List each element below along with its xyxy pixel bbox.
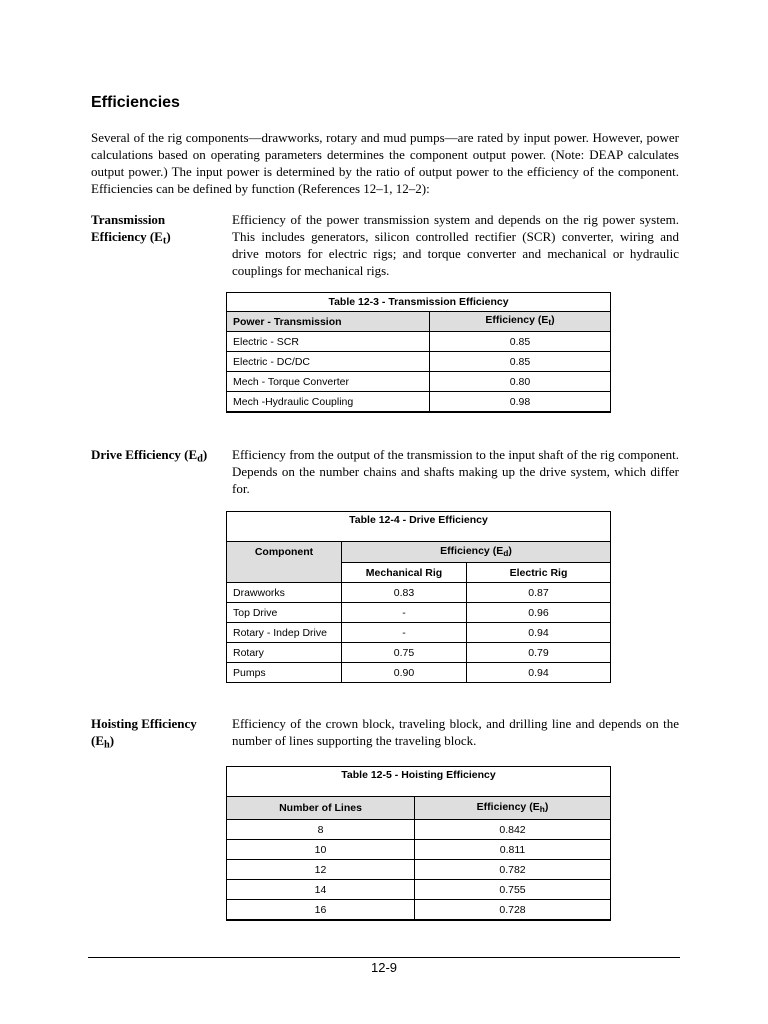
transmission-term-line2: Efficiency (E <box>91 229 163 244</box>
table-row <box>227 332 611 352</box>
column-header-mechanical-rig: Mechanical Rig <box>342 563 467 583</box>
header-subscript: h <box>539 804 545 815</box>
table-row <box>227 663 611 683</box>
row-electric-value: 0.94 <box>467 623 611 643</box>
row-electric-value: 0.96 <box>467 603 611 623</box>
intro-paragraph: Several of the rig components—drawworks, rotary and mud pumps—are rated by input power. However, power calculations based on operating parameters determines the component output power. (Note: DEAP calculates output power.) The input power is determined by the ratio of output power to the efficiency of the component. Efficiencies can be defined by function (References 12–1, 12–2): <box>91 130 679 196</box>
header-text: Efficiency (E <box>476 800 540 813</box>
hoisting-term-subscript: h <box>104 739 110 751</box>
header-text: Efficiency (E <box>440 544 504 557</box>
hoisting-efficiency-definition: Efficiency of the crown block, traveling block, and drilling line and depends on the number of lines supporting the traveling block. <box>232 716 679 748</box>
table-row <box>227 623 611 643</box>
row-value: 0.85 <box>430 352 611 372</box>
row-mechanical-value: 0.83 <box>342 583 467 603</box>
column-header-electric-rig: Electric Rig <box>467 563 611 583</box>
row-label: Electric - DC/DC <box>227 352 430 372</box>
transmission-efficiency-table <box>226 292 611 413</box>
column-header-number-of-lines: Number of Lines <box>227 797 415 820</box>
table-row <box>227 603 611 623</box>
row-value: 0.811 <box>415 840 611 860</box>
row-value: 0.842 <box>415 820 611 840</box>
table-row <box>227 840 611 860</box>
row-mechanical-value: - <box>342 603 467 623</box>
column-header-power-transmission: Power - Transmission <box>227 312 430 332</box>
table-row <box>227 392 611 413</box>
row-value: 0.85 <box>430 332 611 352</box>
hoisting-term-line1: Hoisting Efficiency <box>91 716 197 731</box>
hoisting-efficiency-term <box>91 715 231 754</box>
section-heading: Efficiencies <box>91 94 180 111</box>
row-lines: 8 <box>227 820 415 840</box>
table-row <box>227 352 611 372</box>
hoisting-term-close: ) <box>109 733 115 748</box>
row-value: 0.98 <box>430 392 611 413</box>
row-lines: 14 <box>227 880 415 900</box>
header-subscript: t <box>548 317 552 328</box>
hoisting-efficiency-table <box>226 766 611 921</box>
table-row <box>227 900 611 921</box>
row-mechanical-value: - <box>342 623 467 643</box>
table-row <box>227 860 611 880</box>
header-close: ) <box>551 314 555 327</box>
row-label: Top Drive <box>227 603 342 623</box>
table-row <box>227 880 611 900</box>
header-text: Efficiency (E <box>485 314 549 327</box>
table-row <box>227 372 611 392</box>
column-header-efficiency <box>430 312 611 332</box>
row-electric-value: 0.94 <box>467 663 611 683</box>
row-label: Mech -Hydraulic Coupling <box>227 392 430 413</box>
transmission-term-subscript: t <box>162 235 167 247</box>
drive-efficiency-definition: Efficiency from the output of the transmission to the input shaft of the rig component. Depends on the number chains and shafts making up the drive system, which differ for. <box>232 447 679 496</box>
table-row <box>227 643 611 663</box>
row-label: Rotary <box>227 643 342 663</box>
row-electric-value: 0.87 <box>467 583 611 603</box>
drive-term-text: Drive Efficiency (E <box>91 447 198 462</box>
drive-efficiency-table <box>226 511 611 683</box>
drive-term-subscript: d <box>197 453 203 465</box>
header-close: ) <box>508 544 512 557</box>
row-label: Drawworks <box>227 583 342 603</box>
transmission-term-line1: Transmission <box>91 212 166 227</box>
transmission-term-close: ) <box>166 229 171 244</box>
row-value: 0.80 <box>430 372 611 392</box>
row-label: Pumps <box>227 663 342 683</box>
footer-rule <box>88 957 680 958</box>
row-value: 0.755 <box>415 880 611 900</box>
page-number: 12-9 <box>370 960 398 975</box>
row-label: Electric - SCR <box>227 332 430 352</box>
row-label: Mech - Torque Converter <box>227 372 430 392</box>
table-row <box>227 583 611 603</box>
header-close: ) <box>544 800 549 813</box>
row-lines: 10 <box>227 840 415 860</box>
header-subscript: d <box>503 548 509 559</box>
row-lines: 16 <box>227 900 415 921</box>
column-header-component: Component <box>227 542 342 583</box>
column-header-efficiency-group <box>342 542 611 563</box>
transmission-efficiency-definition: Efficiency of the power transmission system and depends on the rig power system. This includes generators, silicon controlled rectifier (SCR) converter, wiring and drive motors for electric rigs; and torque converter and mechanical or hydraulic couplings for mechanical rigs. <box>232 212 679 278</box>
row-value: 0.782 <box>415 860 611 880</box>
row-value: 0.728 <box>415 900 611 921</box>
hoisting-term-line2: (E <box>91 733 104 748</box>
drive-efficiency-term <box>91 446 236 468</box>
table-title: Table 12-5 - Hoisting Efficiency <box>227 767 611 797</box>
table-row <box>227 820 611 840</box>
column-header-efficiency <box>415 797 611 820</box>
row-mechanical-value: 0.90 <box>342 663 467 683</box>
table-title: Table 12-3 - Transmission Efficiency <box>227 293 611 312</box>
table-title: Table 12-4 - Drive Efficiency <box>227 512 611 542</box>
row-electric-value: 0.79 <box>467 643 611 663</box>
row-label: Rotary - Indep Drive <box>227 623 342 643</box>
row-mechanical-value: 0.75 <box>342 643 467 663</box>
row-lines: 12 <box>227 860 415 880</box>
drive-term-close: ) <box>202 447 208 462</box>
transmission-efficiency-term <box>91 211 231 250</box>
